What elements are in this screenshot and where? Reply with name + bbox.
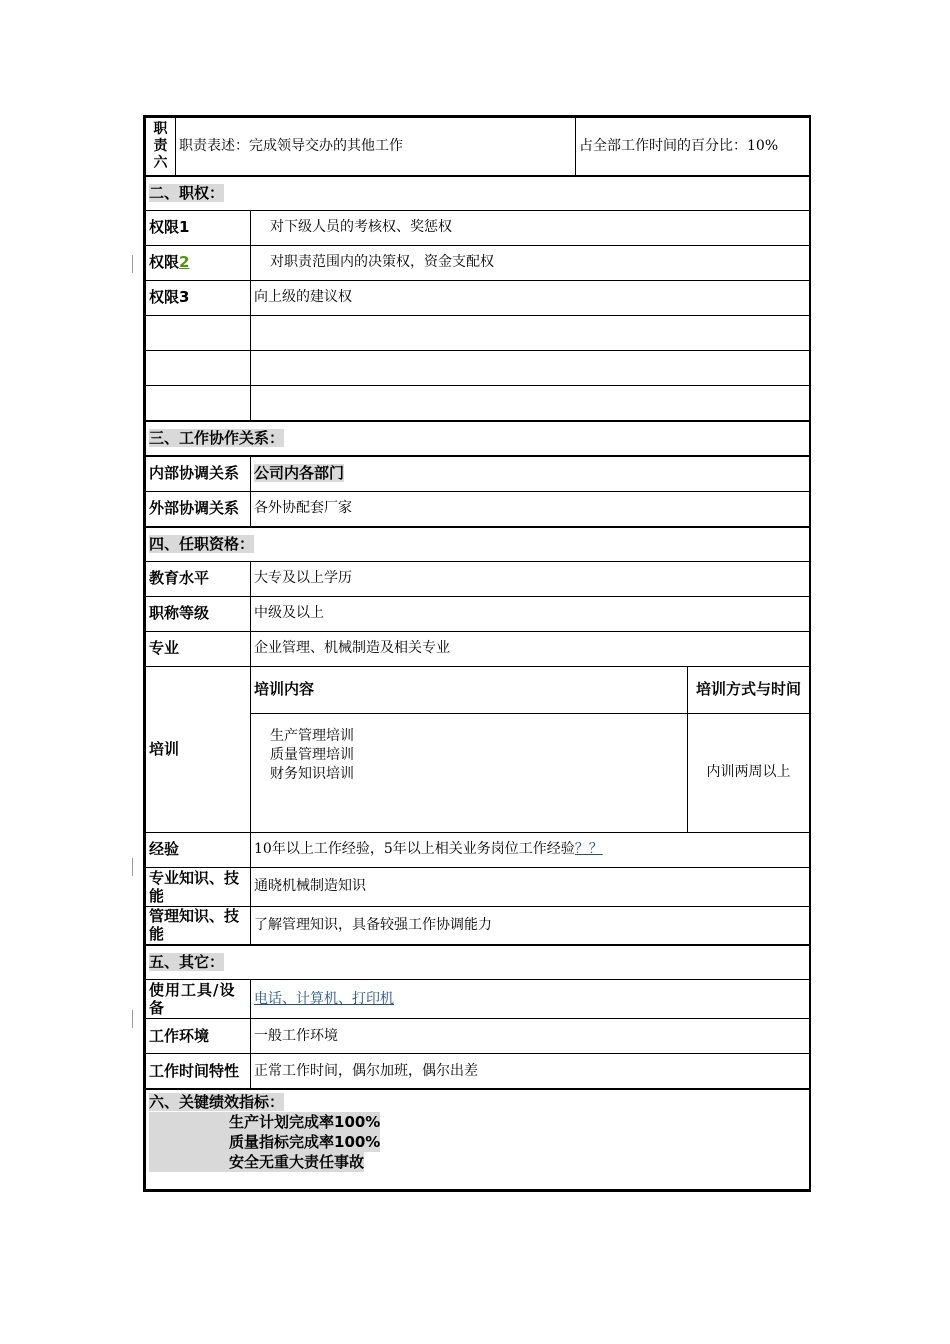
empty-cell <box>251 350 810 385</box>
section2-title: 二、职权： <box>146 176 810 211</box>
section6-kpi <box>146 1089 810 1189</box>
training-items <box>251 713 688 832</box>
section3-title: 三、工作协作关系： <box>146 421 810 456</box>
skill-label: 专业知识、技能 <box>146 867 251 906</box>
tools-link[interactable]: 电话、计算机、打印机 <box>254 990 394 1007</box>
empty-cell <box>146 350 251 385</box>
mgmt-skill-value: 了解管理知识，具备较强工作协调能力 <box>251 906 810 945</box>
duty6-label: 职责六 <box>146 118 176 176</box>
section4-title: 四、任职资格： <box>146 527 810 562</box>
authority-3-label: 权限3 <box>146 280 251 315</box>
experience-link[interactable]: ？？ <box>574 841 603 857</box>
kpi-item: 安全无重大责任事故 <box>149 1152 806 1172</box>
authority-2-label: 权限2 <box>146 245 251 280</box>
margin-mark <box>132 255 133 273</box>
training-content-header: 培训内容 <box>251 666 688 713</box>
tools-label: 使用工具/设备 <box>146 980 251 1019</box>
experience-value: 10年以上工作经验，5年以上相关业务岗位工作经验？？ <box>251 832 810 867</box>
title-grade-label: 职称等级 <box>146 596 251 631</box>
kpi-item: 生产计划完成率100% <box>149 1112 806 1132</box>
authority-2-value: 对职责范围内的决策权，资金支配权 <box>251 245 810 280</box>
job-description-sheet <box>143 115 811 1192</box>
training-method-header: 培训方式与时间 <box>688 666 810 713</box>
margin-mark <box>132 858 133 876</box>
work-time-value: 正常工作时间，偶尔加班，偶尔出差 <box>251 1054 810 1090</box>
training-item: 质量管理培训 <box>270 747 354 763</box>
empty-cell <box>251 385 810 421</box>
duty6-desc: 职责表述：完成领导交办的其他工作 <box>176 118 576 176</box>
title-grade-value: 中级及以上 <box>251 596 810 631</box>
training-label: 培训 <box>146 666 251 832</box>
section6-title: 六、关键绩效指标： <box>149 1093 285 1111</box>
training-method: 内训两周以上 <box>688 713 810 832</box>
major-value: 企业管理、机械制造及相关专业 <box>251 631 810 666</box>
authority-3-value: 向上级的建议权 <box>251 280 810 315</box>
experience-label: 经验 <box>146 832 251 867</box>
empty-cell <box>146 315 251 350</box>
env-label: 工作环境 <box>146 1019 251 1054</box>
env-value: 一般工作环境 <box>251 1019 810 1054</box>
job-table <box>145 117 810 1190</box>
external-relation-label: 外部协调关系 <box>146 491 251 527</box>
authority-1-value: 对下级人员的考核权、奖惩权 <box>251 210 810 245</box>
empty-cell <box>146 385 251 421</box>
major-label: 专业 <box>146 631 251 666</box>
external-relation-value: 各外协配套厂家 <box>251 491 810 527</box>
internal-relation-value: 公司内各部门 <box>251 456 810 492</box>
education-label: 教育水平 <box>146 561 251 596</box>
work-time-label: 工作时间特性 <box>146 1054 251 1090</box>
kpi-item: 质量指标完成率100% <box>149 1132 806 1152</box>
internal-relation-label: 内部协调关系 <box>146 456 251 492</box>
duty6-percent: 占全部工作时间的百分比：10% <box>576 118 810 176</box>
training-item: 生产管理培训 <box>270 728 354 744</box>
empty-cell <box>251 315 810 350</box>
mgmt-skill-label: 管理知识、技能 <box>146 906 251 945</box>
training-item: 财务知识培训 <box>270 766 354 782</box>
tools-value <box>251 980 810 1019</box>
authority-1-label: 权限1 <box>146 210 251 245</box>
skill-value: 通晓机械制造知识 <box>251 867 810 906</box>
section5-title: 五、其它： <box>146 945 810 980</box>
authority-2-number-link[interactable]: 2 <box>179 253 190 271</box>
margin-mark <box>132 1010 133 1028</box>
education-value: 大专及以上学历 <box>251 561 810 596</box>
